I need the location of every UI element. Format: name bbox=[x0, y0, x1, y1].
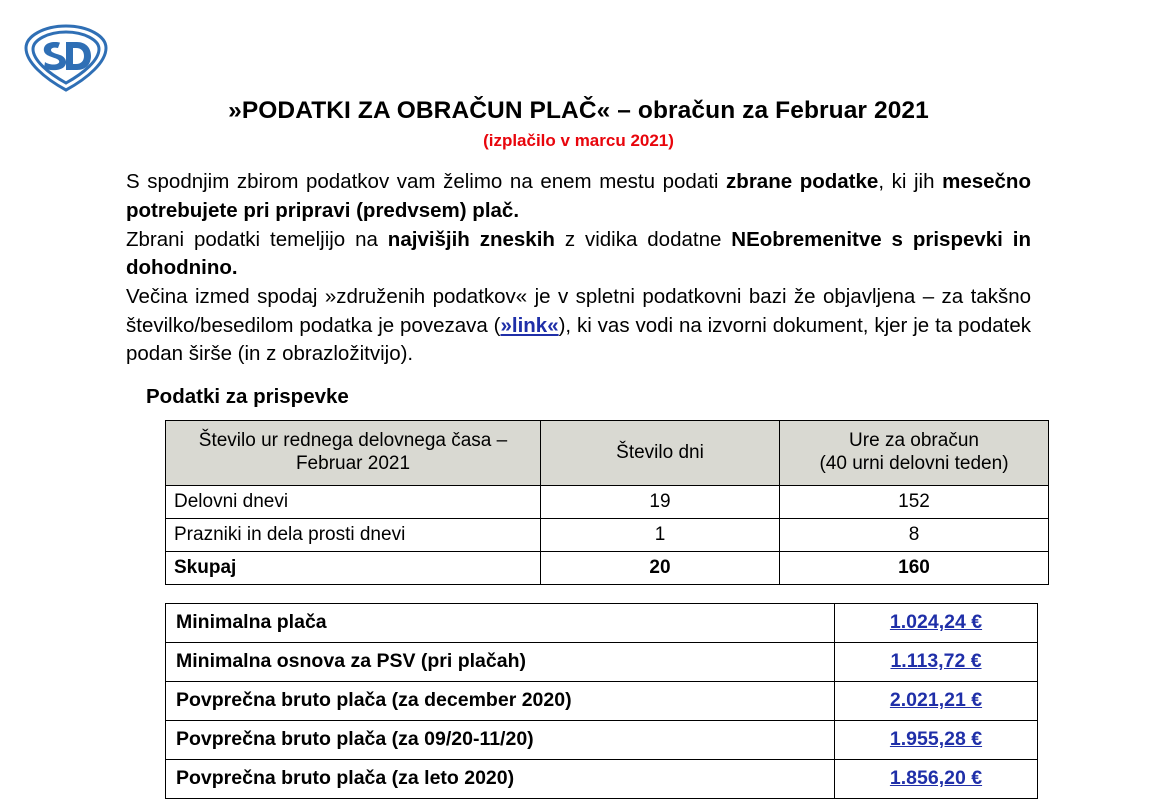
p1-part-b: zbrane podatke bbox=[726, 170, 879, 194]
cell-label-workdays: Delovni dnevi bbox=[166, 485, 541, 518]
p3-part-a: Večina izmed spodaj »združenih podatkov« je v spletni podatkovni bazi že objavljena – za takšno številko/besedilom podatka je povezava ( bbox=[126, 284, 1031, 337]
cell-label-min-placa: Minimalna plača bbox=[166, 603, 835, 642]
sd-logo bbox=[22, 22, 110, 94]
table-row bbox=[166, 518, 1049, 551]
cell-days-holidays: 1 bbox=[541, 518, 780, 551]
value-link-min-osnova-psv[interactable]: 1.113,72 € bbox=[890, 650, 982, 673]
header-days: Število dni bbox=[541, 420, 780, 485]
p3-part-b: ), ki vas vodi na izvorni dokument, kjer je ta podatek podan širše (in z obrazložitvijo). bbox=[126, 313, 1031, 366]
header-hours-period: Število ur rednega delovnega časa – Februar 2021 bbox=[166, 420, 541, 485]
p1-part-c: , ki jih bbox=[878, 170, 943, 194]
cell-value-povp-leto-2020[interactable] bbox=[835, 759, 1038, 798]
cell-label-holidays: Prazniki in dela prosti dnevi bbox=[166, 518, 541, 551]
header-hours-line2: (40 urni delovni teden) bbox=[819, 452, 1009, 474]
page-subtitle: (izplačilo v marcu 2021) bbox=[483, 131, 674, 151]
p2-part-b: najvišjih zneskih bbox=[387, 227, 555, 251]
cell-days-total: 20 bbox=[541, 551, 780, 584]
table-row bbox=[166, 642, 1038, 681]
table-header-row bbox=[166, 420, 1049, 485]
p2-part-d: NEobremenitve s prispevki in dohodnino. bbox=[126, 227, 1031, 280]
table-row bbox=[166, 681, 1038, 720]
cell-label-total: Skupaj bbox=[166, 551, 541, 584]
cell-label-min-osnova-psv: Minimalna osnova za PSV (pri plačah) bbox=[166, 642, 835, 681]
cell-label-povp-0920-1120: Povprečna bruto plača (za 09/20-11/20) bbox=[166, 720, 835, 759]
paragraph-1 bbox=[126, 168, 1031, 225]
cell-value-povp-dec-2020[interactable] bbox=[835, 681, 1038, 720]
value-link-povp-leto-2020[interactable]: 1.856,20 € bbox=[889, 767, 983, 790]
value-link-min-placa[interactable]: 1.024,24 € bbox=[889, 611, 983, 634]
header-hours-line1: Ure za obračun bbox=[849, 430, 979, 452]
cell-days-workdays: 19 bbox=[541, 485, 780, 518]
table-row bbox=[166, 603, 1038, 642]
cell-hours-total: 160 bbox=[780, 551, 1049, 584]
values-table-wrapper bbox=[0, 603, 1157, 799]
p2-part-c: z vidika dodatne bbox=[554, 227, 732, 251]
cell-value-min-placa[interactable] bbox=[835, 603, 1038, 642]
header-hours bbox=[780, 420, 1049, 485]
p2-part-a: Zbrani podatki temeljijo na bbox=[126, 227, 388, 251]
page-title: »PODATKI ZA OBRAČUN PLAČ« – obračun za Februar 2021 bbox=[228, 97, 929, 124]
link-povezava[interactable]: »link« bbox=[500, 313, 559, 337]
table-row bbox=[166, 759, 1038, 798]
table-row-total bbox=[166, 551, 1049, 584]
p1-part-a: S spodnjim zbirom podatkov vam želimo na enem mestu podati bbox=[126, 170, 727, 194]
value-link-povp-dec-2020[interactable]: 2.021,21 € bbox=[889, 689, 983, 712]
cell-label-povp-leto-2020: Povprečna bruto plača (za leto 2020) bbox=[166, 759, 835, 798]
p1-part-d: mesečno potrebujete pri pripravi (predvsem) plač. bbox=[126, 170, 1031, 222]
section-heading-prispevki: Podatki za prispevke bbox=[146, 384, 349, 408]
cell-hours-holidays: 8 bbox=[780, 518, 1049, 551]
cell-value-min-osnova-psv[interactable] bbox=[835, 642, 1038, 681]
paragraph-3 bbox=[126, 283, 1031, 369]
cell-hours-workdays: 152 bbox=[780, 485, 1049, 518]
table-row bbox=[166, 485, 1049, 518]
paragraph-2 bbox=[126, 226, 1031, 283]
cell-label-povp-dec-2020: Povprečna bruto plača (za december 2020) bbox=[166, 681, 835, 720]
intro-text bbox=[0, 168, 1157, 369]
hours-table-wrapper bbox=[0, 420, 1157, 585]
value-link-povp-0920-1120[interactable]: 1.955,28 € bbox=[889, 728, 983, 751]
values-table bbox=[165, 603, 1038, 799]
cell-value-povp-0920-1120[interactable] bbox=[835, 720, 1038, 759]
hours-table bbox=[165, 420, 1049, 585]
table-row bbox=[166, 720, 1038, 759]
